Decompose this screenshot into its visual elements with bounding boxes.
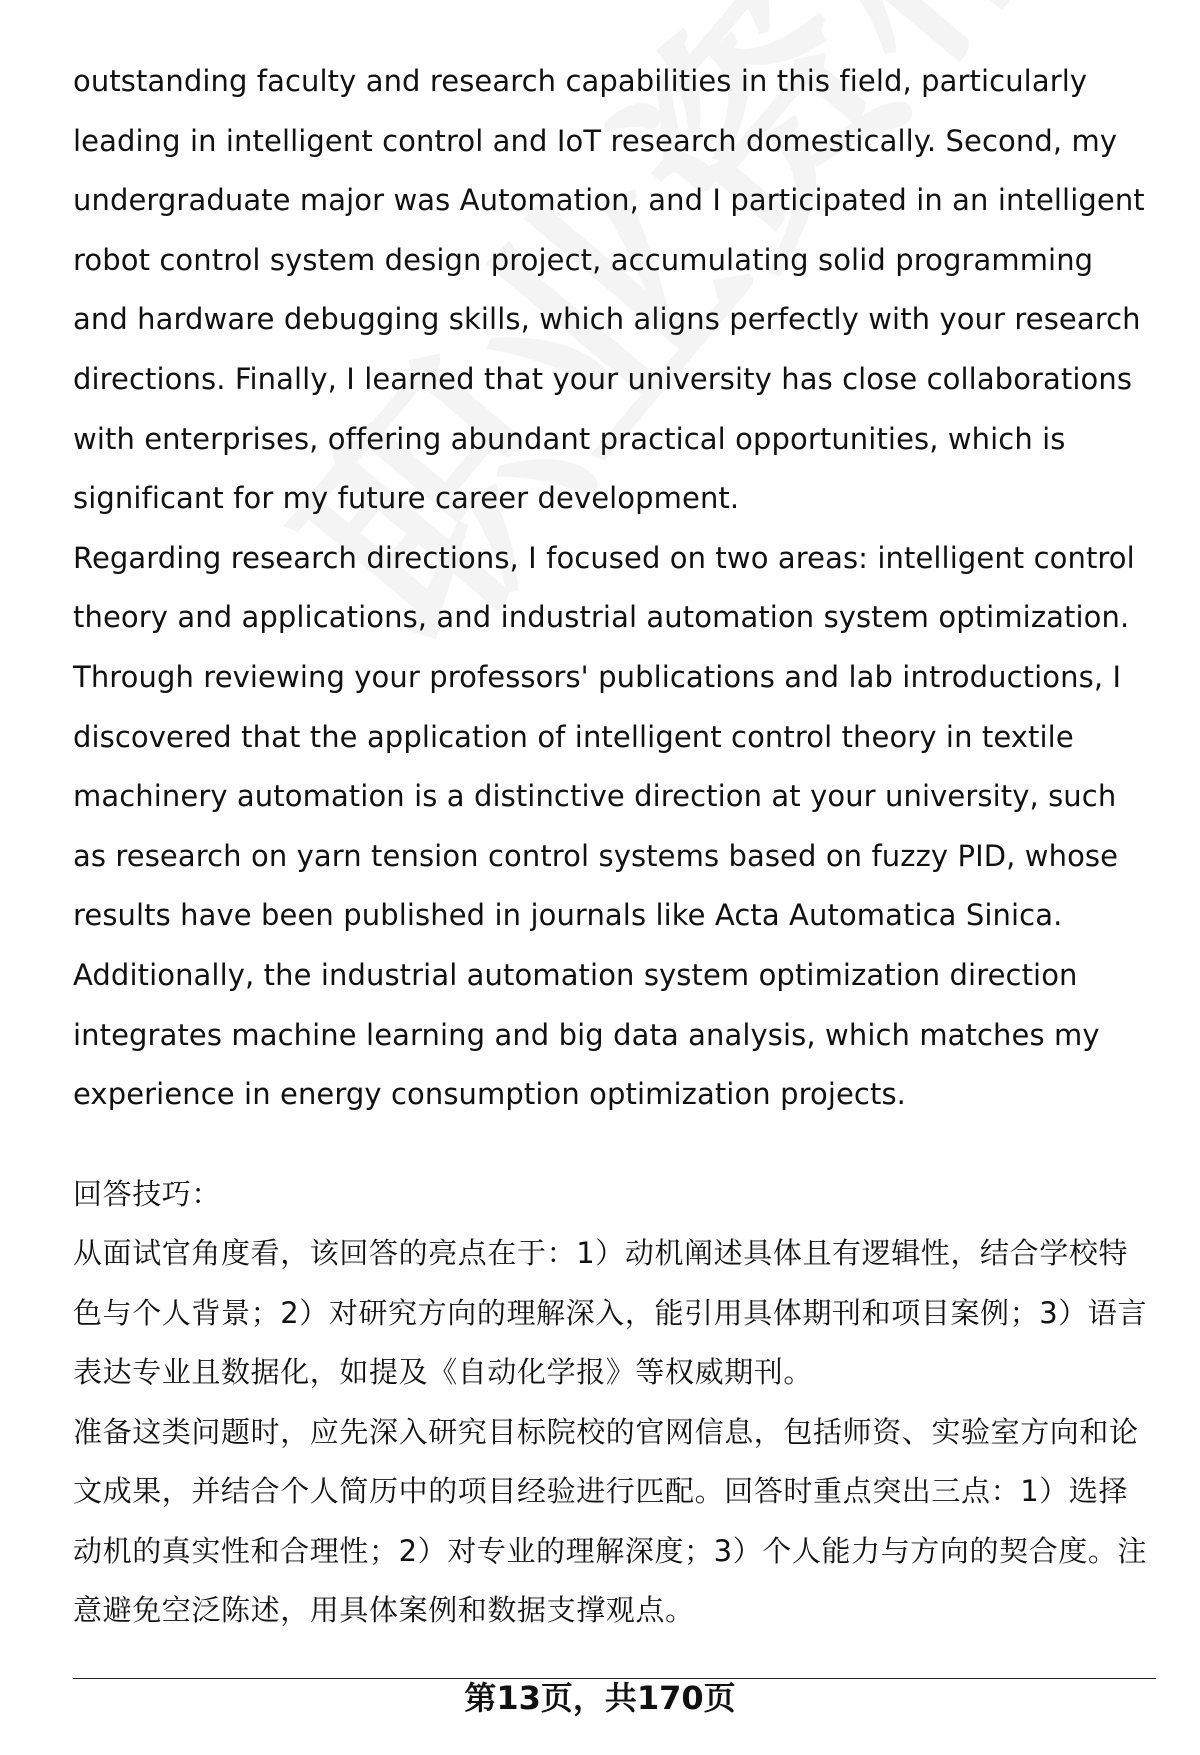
section-spacer [73,1125,1153,1165]
answer-paragraph-motivation: outstanding faculty and research capabilities in this field, particularly leading in intelligent control and IoT research domestically. Second, my undergraduate major was Automation, and I participated in an intelligent robot control system design project, accumulating solid programming and hardware debugging skills, which aligns perfectly with your research directions. Finally, I learned that your university has close collaborations with enterprises, offering abundant practical opportunities, which is significant for my future career development. [73,64,1145,516]
tips-heading: 回答技巧： [73,1176,222,1211]
page-number: 第13页，共170页 [464,1679,736,1717]
tips-paragraph-highlights: 从面试官角度看，该回答的亮点在于：1）动机阐述具体且有逻辑性，结合学校特色与个人背景；2）对研究方向的理解深入，能引用具体期刊和项目案例；3）语言表达专业且数据化，如提及《自动化学报》等权威期刊。 [73,1236,1148,1390]
answer-paragraph-research-directions: Regarding research directions, I focused on two areas: intelligent control theory and applications, and industrial automation system optimization. Through reviewing your professors' publications and lab introductions, I discovered that the application of intelligent control theory in textile machinery automation is a distinctive direction at your university, such as research on yarn tension control systems based on fuzzy PID, whose results have been published in journals like Acta Automatica Sinica. Additionally, the industrial automation system optimization direction integrates machine learning and big data analysis, which matches my experience in energy consumption optimization projects. [73,540,1135,1112]
english-answer-section [73,52,1153,1125]
document-body [73,52,1153,1641]
tips-paragraph-preparation: 准备这类问题时，应先深入研究目标院校的官网信息，包括师资、实验室方向和论文成果，并结合个人简历中的项目经验进行匹配。回答时重点突出三点：1）选择动机的真实性和合理性；2）对专业的理解深度；3）个人能力与方向的契合度。注意避免空泛陈述，用具体案例和数据支撑观点。 [73,1414,1148,1628]
tips-section [73,1165,1153,1641]
